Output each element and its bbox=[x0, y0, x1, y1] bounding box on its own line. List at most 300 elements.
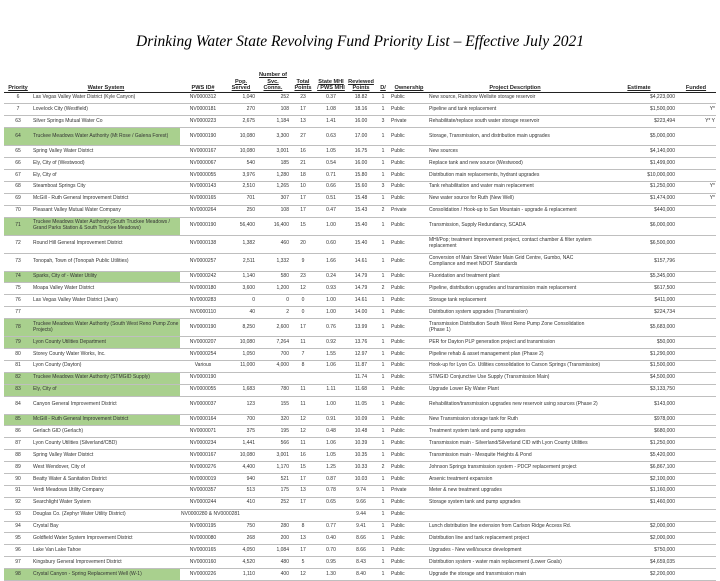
d-cell: 1 bbox=[376, 384, 390, 396]
priority-cell: 80 bbox=[4, 348, 32, 360]
funded-cell: Y* bbox=[676, 193, 716, 205]
reviewed-points-cell: 15.43 bbox=[346, 205, 376, 217]
reviewed-points-cell: 10.03 bbox=[346, 473, 376, 485]
project-description-cell: Consolidation / Hook-up to Sun Mountain - upgrade & replacement bbox=[428, 205, 602, 217]
population-cell: 268 bbox=[226, 533, 256, 545]
d-cell: 1 bbox=[376, 158, 390, 170]
mhi-cell: 1.66 bbox=[316, 253, 346, 271]
d-cell: 1 bbox=[376, 253, 390, 271]
d-cell: 1 bbox=[376, 497, 390, 509]
water-system-cell: Verdi Meadows Utility Company bbox=[32, 485, 180, 497]
table-row bbox=[4, 146, 716, 158]
connections-cell: 580 bbox=[256, 271, 290, 283]
reviewed-points-cell: 8.66 bbox=[346, 533, 376, 545]
priority-cell: 89 bbox=[4, 462, 32, 474]
ownership-cell: Public bbox=[390, 169, 428, 181]
points-cell: 11 bbox=[290, 337, 316, 349]
pws-id-cell: NV0000143 bbox=[180, 181, 226, 193]
d-cell: 1 bbox=[376, 426, 390, 438]
water-system-cell: Steamboat Springs City bbox=[32, 181, 180, 193]
mhi-cell: 0.76 bbox=[316, 319, 346, 337]
estimate-cell: $6,500,000 bbox=[602, 235, 676, 253]
estimate-cell: $1,250,000 bbox=[602, 438, 676, 450]
estimate-cell: $1,499,000 bbox=[602, 158, 676, 170]
reviewed-points-cell: 18.82 bbox=[346, 92, 376, 104]
priority-cell: 64 bbox=[4, 128, 32, 146]
priority-cell: 96 bbox=[4, 545, 32, 557]
reviewed-points-cell: 15.60 bbox=[346, 181, 376, 193]
points-cell: 0 bbox=[290, 307, 316, 319]
points-cell: 16 bbox=[290, 146, 316, 158]
priority-cell: 86 bbox=[4, 426, 32, 438]
reviewed-points-cell: 16.00 bbox=[346, 116, 376, 128]
connections-cell: 307 bbox=[256, 193, 290, 205]
project-description-cell: Transmission main - Silverland/Silverland CID with Lyon County Utilities bbox=[428, 438, 602, 450]
connections-cell: 1,280 bbox=[256, 169, 290, 181]
connections-cell: 3,300 bbox=[256, 128, 290, 146]
project-description-cell: STMGID Conjunctive Use Supply (Transmission Main) bbox=[428, 372, 602, 384]
ownership-cell: Public bbox=[390, 569, 428, 581]
priority-cell: 77 bbox=[4, 307, 32, 319]
d-cell: 1 bbox=[376, 146, 390, 158]
mhi-cell: 0.70 bbox=[316, 545, 346, 557]
connections-cell: 0 bbox=[256, 295, 290, 307]
water-system-cell: Tonopah, Town of (Tonopah Public Utilities) bbox=[32, 253, 180, 271]
ownership-cell: Public bbox=[390, 128, 428, 146]
reviewed-points-cell: 8.66 bbox=[346, 545, 376, 557]
column-header: Estimate bbox=[602, 72, 676, 92]
water-system-cell: Truckee Meadows Water Authority (South West Reno Pump Zone Projects) bbox=[32, 319, 180, 337]
points-cell: 5 bbox=[290, 557, 316, 569]
reviewed-points-cell: 11.87 bbox=[346, 360, 376, 372]
table-row bbox=[4, 92, 716, 104]
funded-cell bbox=[676, 169, 716, 181]
points-cell: 12 bbox=[290, 569, 316, 581]
ownership-cell: Public bbox=[390, 473, 428, 485]
funded-cell bbox=[676, 509, 716, 521]
priority-cell: 91 bbox=[4, 485, 32, 497]
connections-cell: 185 bbox=[256, 158, 290, 170]
mhi-cell: 1.25 bbox=[316, 462, 346, 474]
page-title: Drinking Water State Revolving Fund Priority List – Effective July 2021 bbox=[136, 33, 584, 50]
estimate-cell: $1,474,000 bbox=[602, 193, 676, 205]
population-cell: 4,050 bbox=[226, 545, 256, 557]
connections-cell: 480 bbox=[256, 557, 290, 569]
table-row bbox=[4, 533, 716, 545]
connections-cell: 155 bbox=[256, 396, 290, 414]
d-cell: 1 bbox=[376, 533, 390, 545]
estimate-cell: $680,000 bbox=[602, 426, 676, 438]
project-description-cell: Tank rehabilitation and water main replacement bbox=[428, 181, 602, 193]
mhi-cell: 0.95 bbox=[316, 557, 346, 569]
water-system-cell: Pleasant Valley Mutual Water Company bbox=[32, 205, 180, 217]
d-cell: 1 bbox=[376, 414, 390, 426]
water-system-cell: Lyon County Utilities (Silverland/CBD) bbox=[32, 438, 180, 450]
table-row bbox=[4, 128, 716, 146]
d-cell: 1 bbox=[376, 307, 390, 319]
ownership-cell: Public bbox=[390, 462, 428, 474]
mhi-cell: 1.06 bbox=[316, 360, 346, 372]
ownership-cell: Public bbox=[390, 545, 428, 557]
column-header: Water System bbox=[32, 72, 180, 92]
pws-id-cell: NV0000257 bbox=[180, 253, 226, 271]
table-row bbox=[4, 271, 716, 283]
population-cell: 1,110 bbox=[226, 569, 256, 581]
project-description-cell: Meter & new treatment upgrades bbox=[428, 485, 602, 497]
pws-id-cell: NV0000242 bbox=[180, 271, 226, 283]
estimate-cell: $750,000 bbox=[602, 545, 676, 557]
estimate-cell: $1,460,000 bbox=[602, 497, 676, 509]
pws-id-cell: NV0000165 bbox=[180, 545, 226, 557]
priority-cell: 68 bbox=[4, 181, 32, 193]
reviewed-points-cell: 10.33 bbox=[346, 462, 376, 474]
reviewed-points-cell: 9.44 bbox=[346, 509, 376, 521]
funded-cell bbox=[676, 235, 716, 253]
population-cell: 4,400 bbox=[226, 462, 256, 474]
mhi-cell: 0.37 bbox=[316, 92, 346, 104]
priority-cell: 79 bbox=[4, 337, 32, 349]
priority-cell: 66 bbox=[4, 158, 32, 170]
pws-id-cell: NV0000181 bbox=[180, 104, 226, 116]
estimate-cell: $2,000,000 bbox=[602, 521, 676, 533]
points-cell: 17 bbox=[290, 319, 316, 337]
table-row bbox=[4, 307, 716, 319]
pws-id-cell: NV0000167 bbox=[180, 146, 226, 158]
funded-cell bbox=[676, 337, 716, 349]
project-description-cell: Upgrade Lower Ely Water Plant bbox=[428, 384, 602, 396]
pws-id-cell: NV0000138 bbox=[180, 235, 226, 253]
population-cell: 123 bbox=[226, 396, 256, 414]
d-cell: 1 bbox=[376, 128, 390, 146]
priority-cell: 95 bbox=[4, 533, 32, 545]
d-cell: 1 bbox=[376, 473, 390, 485]
points-cell: 11 bbox=[290, 396, 316, 414]
table-row bbox=[4, 181, 716, 193]
project-description-cell: Rehabilitate/replace south water storage reservoir bbox=[428, 116, 602, 128]
d-cell: 1 bbox=[376, 104, 390, 116]
table-row bbox=[4, 372, 716, 384]
ownership-cell: Public bbox=[390, 253, 428, 271]
pws-id-cell: NV0000071 bbox=[180, 426, 226, 438]
connections-cell: 3,001 bbox=[256, 146, 290, 158]
funded-cell bbox=[676, 384, 716, 396]
points-cell: 12 bbox=[290, 426, 316, 438]
ownership-cell: Public bbox=[390, 104, 428, 116]
ownership-cell: Public bbox=[390, 337, 428, 349]
water-system-cell: Truckee Meadows Water Authority (STMGID Supply) bbox=[32, 372, 180, 384]
table-row bbox=[4, 497, 716, 509]
column-header: Reviewed Points bbox=[346, 72, 376, 92]
points-cell: 15 bbox=[290, 462, 316, 474]
funded-cell bbox=[676, 545, 716, 557]
estimate-cell: $2,200,000 bbox=[602, 569, 676, 581]
connections-cell: 252 bbox=[256, 92, 290, 104]
pws-id-cell: NV0000165 bbox=[180, 193, 226, 205]
mhi-cell: 0.63 bbox=[316, 128, 346, 146]
project-description-cell: Pipeline, distribution upgrades and transmission main replacement bbox=[428, 283, 602, 295]
estimate-cell: $143,000 bbox=[602, 396, 676, 414]
reviewed-points-cell: 17.00 bbox=[346, 128, 376, 146]
population-cell: 3,976 bbox=[226, 169, 256, 181]
d-cell: 1 bbox=[376, 521, 390, 533]
points-cell: 15 bbox=[290, 217, 316, 235]
funded-cell bbox=[676, 307, 716, 319]
points-cell: 9 bbox=[290, 253, 316, 271]
water-system-cell bbox=[32, 307, 180, 319]
population-cell: 10,080 bbox=[226, 450, 256, 462]
ownership-cell: Public bbox=[390, 307, 428, 319]
points-cell bbox=[290, 372, 316, 384]
table-row bbox=[4, 104, 716, 116]
points-cell: 13 bbox=[290, 485, 316, 497]
mhi-cell: 1.05 bbox=[316, 450, 346, 462]
funded-cell bbox=[676, 158, 716, 170]
d-cell: 1 bbox=[376, 295, 390, 307]
pws-id-cell: NV0000207 bbox=[180, 337, 226, 349]
project-description-cell: Conversion of Main Street Water Main Grid Centre, Gumbo, NAC Compliance and meet NDOT Standards bbox=[428, 253, 602, 271]
water-system-cell: McGill - Ruth General Improvement District bbox=[32, 193, 180, 205]
connections-cell: 252 bbox=[256, 497, 290, 509]
column-header: Total Points bbox=[290, 72, 316, 92]
points-cell: 17 bbox=[290, 497, 316, 509]
connections-cell: 1,265 bbox=[256, 181, 290, 193]
funded-cell bbox=[676, 271, 716, 283]
priority-cell: 82 bbox=[4, 372, 32, 384]
table-row bbox=[4, 295, 716, 307]
table-row bbox=[4, 169, 716, 181]
pws-id-cell: NV0000357 bbox=[180, 485, 226, 497]
pws-id-cell: NV0000080 bbox=[180, 533, 226, 545]
population-cell: 540 bbox=[226, 158, 256, 170]
project-description-cell: Storage, Transmission, and distribution main upgrades bbox=[428, 128, 602, 146]
project-description-cell: Johnson Springs transmission system - PDCP replacement project bbox=[428, 462, 602, 474]
d-cell: 1 bbox=[376, 348, 390, 360]
mhi-cell: 0.48 bbox=[316, 426, 346, 438]
water-system-cell: Round Hill General Improvement District bbox=[32, 235, 180, 253]
connections-cell: 2 bbox=[256, 307, 290, 319]
population-cell: 40 bbox=[226, 307, 256, 319]
priority-cell: 92 bbox=[4, 497, 32, 509]
connections-cell: 780 bbox=[256, 384, 290, 396]
connections-cell: 320 bbox=[256, 414, 290, 426]
mhi-cell: 0.93 bbox=[316, 283, 346, 295]
population-cell: 250 bbox=[226, 205, 256, 217]
d-cell: 1 bbox=[376, 217, 390, 235]
mhi-cell: 1.41 bbox=[316, 116, 346, 128]
ownership-cell: Public bbox=[390, 426, 428, 438]
funded-cell bbox=[676, 146, 716, 158]
water-system-cell: Douglas Co. (Zephyr Water Utility District) bbox=[32, 509, 180, 521]
pws-id-cell: NV0000180 bbox=[180, 283, 226, 295]
population-cell: 1,040 bbox=[226, 92, 256, 104]
points-cell: 17 bbox=[290, 205, 316, 217]
mhi-cell: 0.54 bbox=[316, 158, 346, 170]
estimate-cell: $6,000,000 bbox=[602, 217, 676, 235]
reviewed-points-cell: 14.61 bbox=[346, 295, 376, 307]
funded-cell bbox=[676, 128, 716, 146]
priority-cell: 67 bbox=[4, 169, 32, 181]
water-system-cell: Canyon General Improvement District bbox=[32, 396, 180, 414]
ownership-cell: Public bbox=[390, 557, 428, 569]
estimate-cell: $440,000 bbox=[602, 205, 676, 217]
priority-cell: 78 bbox=[4, 319, 32, 337]
population-cell: 10,080 bbox=[226, 128, 256, 146]
project-description-cell: Distribution line and tank replacement project bbox=[428, 533, 602, 545]
table-row bbox=[4, 360, 716, 372]
funded-cell bbox=[676, 521, 716, 533]
water-system-cell: Lovelock City (Westfield) bbox=[32, 104, 180, 116]
priority-cell: 6 bbox=[4, 92, 32, 104]
points-cell: 8 bbox=[290, 521, 316, 533]
ownership-cell: Private bbox=[390, 116, 428, 128]
population-cell: 513 bbox=[226, 485, 256, 497]
population-cell: 1,441 bbox=[226, 438, 256, 450]
population-cell: 2,510 bbox=[226, 181, 256, 193]
estimate-cell: $157,796 bbox=[602, 253, 676, 271]
reviewed-points-cell: 8.40 bbox=[346, 569, 376, 581]
water-system-cell: Kingsbury General Improvement District bbox=[32, 557, 180, 569]
priority-cell: 70 bbox=[4, 205, 32, 217]
table-row bbox=[4, 557, 716, 569]
estimate-cell: $6,867,100 bbox=[602, 462, 676, 474]
pws-id-cell: NV0000037 bbox=[180, 396, 226, 414]
water-system-cell: Lyon County Utilities Department bbox=[32, 337, 180, 349]
estimate-cell: $10,000,000 bbox=[602, 169, 676, 181]
water-system-cell: West Wendover, City of bbox=[32, 462, 180, 474]
water-system-cell: Crystal Bay bbox=[32, 521, 180, 533]
population-cell: 2,675 bbox=[226, 116, 256, 128]
table-row bbox=[4, 426, 716, 438]
connections-cell: 1,200 bbox=[256, 283, 290, 295]
reviewed-points-cell: 11.74 bbox=[346, 372, 376, 384]
project-description-cell: Distribution system - water main replacement (Lower Goals) bbox=[428, 557, 602, 569]
estimate-cell: $5,345,000 bbox=[602, 271, 676, 283]
population-cell: 1,140 bbox=[226, 271, 256, 283]
priority-cell: 65 bbox=[4, 146, 32, 158]
points-cell: 13 bbox=[290, 116, 316, 128]
mhi-cell: 1.11 bbox=[316, 384, 346, 396]
water-system-cell: Ely, City of bbox=[32, 169, 180, 181]
priority-cell: 63 bbox=[4, 116, 32, 128]
estimate-cell: $978,000 bbox=[602, 414, 676, 426]
mhi-cell: 0.40 bbox=[316, 533, 346, 545]
pws-id-cell: NV0000160 bbox=[180, 557, 226, 569]
estimate-cell: $1,500,000 bbox=[602, 104, 676, 116]
connections-cell: 566 bbox=[256, 438, 290, 450]
points-cell: 13 bbox=[290, 533, 316, 545]
funded-cell: Y* bbox=[676, 104, 716, 116]
mhi-cell: 0.87 bbox=[316, 473, 346, 485]
reviewed-points-cell: 10.35 bbox=[346, 450, 376, 462]
project-description-cell bbox=[428, 509, 602, 521]
points-cell: 8 bbox=[290, 360, 316, 372]
d-cell: 3 bbox=[376, 181, 390, 193]
funded-cell bbox=[676, 319, 716, 337]
ownership-cell: Public bbox=[390, 146, 428, 158]
mhi-cell: 1.06 bbox=[316, 438, 346, 450]
population-cell: 10,080 bbox=[226, 337, 256, 349]
d-cell: 1 bbox=[376, 319, 390, 337]
points-cell: 12 bbox=[290, 283, 316, 295]
funded-cell bbox=[676, 396, 716, 414]
mhi-cell: 0.91 bbox=[316, 414, 346, 426]
table-row bbox=[4, 462, 716, 474]
funded-cell bbox=[676, 414, 716, 426]
water-system-cell: Gerlach GID (Gerlach) bbox=[32, 426, 180, 438]
project-description-cell: Storage tank replacement bbox=[428, 295, 602, 307]
reviewed-points-cell: 15.40 bbox=[346, 217, 376, 235]
pws-id-cell: NV0000190 bbox=[180, 372, 226, 384]
table-row bbox=[4, 283, 716, 295]
table-row bbox=[4, 509, 716, 521]
pws-id-cell: NV0000312 bbox=[180, 92, 226, 104]
mhi-cell: 0.51 bbox=[316, 193, 346, 205]
reviewed-points-cell: 18.16 bbox=[346, 104, 376, 116]
population-cell: 375 bbox=[226, 426, 256, 438]
reviewed-points-cell: 13.76 bbox=[346, 337, 376, 349]
water-system-cell: Storey County Water Works, Inc. bbox=[32, 348, 180, 360]
mhi-cell: 0.60 bbox=[316, 235, 346, 253]
pws-id-cell: NV0000190 bbox=[180, 128, 226, 146]
mhi-cell: 1.55 bbox=[316, 348, 346, 360]
table-row bbox=[4, 337, 716, 349]
project-description-cell: Pipeline and tank replacement bbox=[428, 104, 602, 116]
funded-cell bbox=[676, 217, 716, 235]
table-row bbox=[4, 438, 716, 450]
pws-id-cell: NV0000244 bbox=[180, 497, 226, 509]
d-cell: 1 bbox=[376, 438, 390, 450]
connections-cell: 460 bbox=[256, 235, 290, 253]
population-cell bbox=[226, 372, 256, 384]
population-cell: 8,250 bbox=[226, 319, 256, 337]
reviewed-points-cell: 10.09 bbox=[346, 414, 376, 426]
mhi-cell: 0.78 bbox=[316, 485, 346, 497]
connections-cell: 400 bbox=[256, 569, 290, 581]
funded-cell: Y* bbox=[676, 181, 716, 193]
pws-id-cell: NV0000254 bbox=[180, 348, 226, 360]
water-system-cell: Sparks, City of - Water Utility bbox=[32, 271, 180, 283]
priority-cell: 83 bbox=[4, 384, 32, 396]
funded-cell bbox=[676, 372, 716, 384]
funded-cell bbox=[676, 533, 716, 545]
water-system-cell: Moapa Valley Water District bbox=[32, 283, 180, 295]
priority-cell: 75 bbox=[4, 283, 32, 295]
project-description-cell: Transmission, Supply Redundancy, SCADA bbox=[428, 217, 602, 235]
ownership-cell: Public bbox=[390, 158, 428, 170]
funded-cell bbox=[676, 462, 716, 474]
reviewed-points-cell: 14.79 bbox=[346, 271, 376, 283]
d-cell: 3 bbox=[376, 116, 390, 128]
mhi-cell: 1.00 bbox=[316, 217, 346, 235]
project-description-cell: New water source for Ruth (New Well) bbox=[428, 193, 602, 205]
project-description-cell: Fluoridation and treatment plant bbox=[428, 271, 602, 283]
mhi-cell: 0.92 bbox=[316, 337, 346, 349]
table-row bbox=[4, 450, 716, 462]
table-row bbox=[4, 348, 716, 360]
reviewed-points-cell: 9.41 bbox=[346, 521, 376, 533]
connections-cell: 1,084 bbox=[256, 545, 290, 557]
column-header: Project Description bbox=[428, 72, 602, 92]
ownership-cell: Public bbox=[390, 283, 428, 295]
d-cell: 1 bbox=[376, 360, 390, 372]
estimate-cell: $2,100,000 bbox=[602, 473, 676, 485]
mhi-cell: 1.00 bbox=[316, 396, 346, 414]
reviewed-points-cell: 9.74 bbox=[346, 485, 376, 497]
table-row bbox=[4, 473, 716, 485]
connections-cell: 280 bbox=[256, 521, 290, 533]
d-cell: 1 bbox=[376, 396, 390, 414]
ownership-cell: Public bbox=[390, 438, 428, 450]
